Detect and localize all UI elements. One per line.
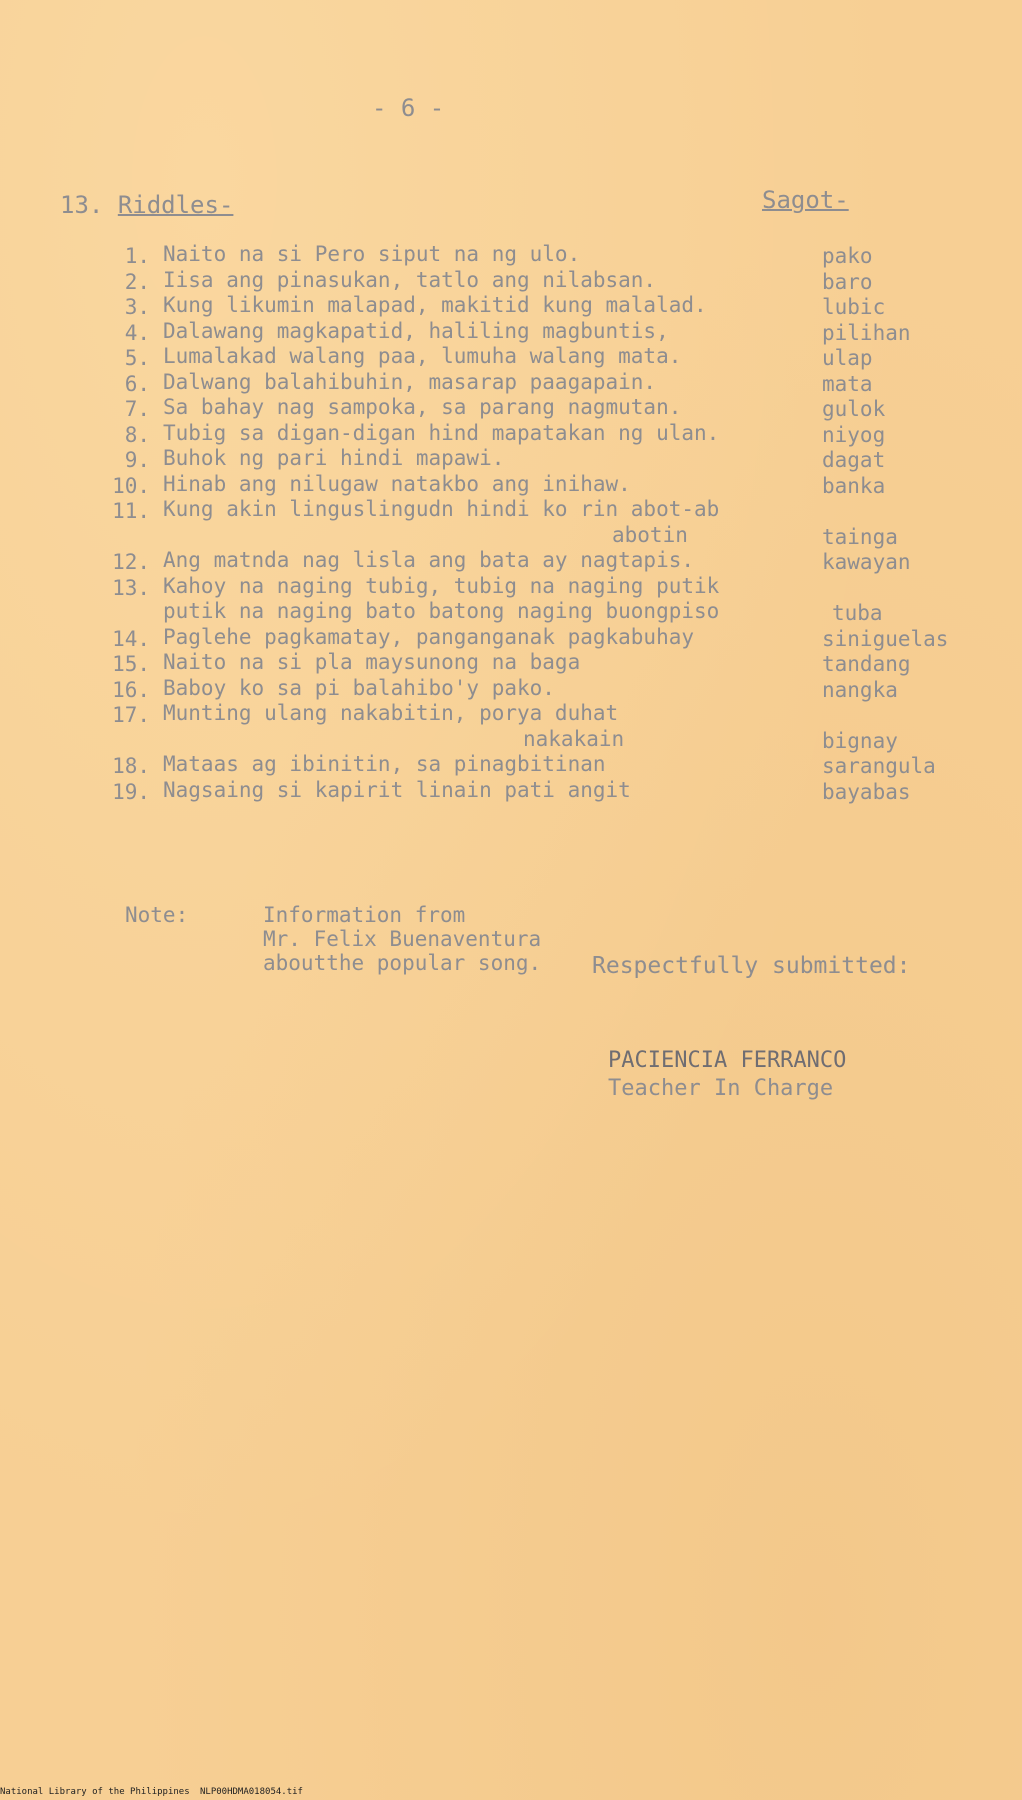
riddle-number: 11.: [112, 499, 150, 523]
closing-line: Respectfully submitted:: [592, 953, 911, 979]
section-title: Riddles-: [117, 191, 234, 219]
riddle-number: 16.: [112, 677, 150, 702]
riddle-text: Mataas ag ibinitin, sa pinagbitinan: [163, 752, 606, 776]
riddle-answer: mata: [822, 371, 873, 396]
riddle-answer: siniguelas: [822, 626, 949, 651]
footer-filename: NLP00HDMA018054.tif: [200, 1787, 303, 1797]
page-number: - 6 -: [372, 94, 445, 122]
riddle-answer: lubic: [822, 295, 886, 319]
riddle-answer: nangka: [822, 677, 898, 702]
riddle-answer: bayabas: [822, 779, 911, 804]
section-number: 13.: [60, 191, 104, 219]
section-heading: [60, 193, 233, 217]
riddle-text: Lumalakad walang paa, lumuha walang mata.: [163, 344, 682, 368]
riddle-text: Munting ulang nakabitin, porya duhat: [163, 701, 619, 725]
riddle-answer: niyog: [822, 422, 886, 447]
riddle-text: Tubig sa digan-digan hind mapatakan ng ulan.: [163, 420, 720, 445]
riddle-number: 18.: [112, 754, 150, 778]
riddle-number: 10.: [112, 473, 150, 498]
riddle-text: Nagsaing si kapirit linain pati angit: [163, 777, 631, 802]
riddle-text: Dalawang magkapatid, haliling magbuntis,: [163, 318, 669, 343]
riddle-answer: bignay: [822, 728, 898, 753]
riddle-text: Naito na si Pero siput na ng ulo.: [163, 242, 581, 266]
riddle-text: putik na naging bato batong naging buongpiso: [163, 599, 720, 623]
riddle-number: 2.: [124, 269, 150, 294]
riddle-text: Kahoy na naging tubig, tubig na naging putik: [163, 573, 720, 598]
riddle-number: 13.: [112, 575, 150, 600]
signer-title: Teacher In Charge: [608, 1076, 834, 1101]
footer-source: National Library of the Philippines: [0, 1787, 190, 1797]
riddle-answer: dagat: [822, 448, 886, 472]
riddle-number: 6.: [124, 371, 150, 396]
riddle-text: nakakain: [523, 726, 625, 751]
riddle-text: Kung akin linguslingudn hindi ko rin abot-ab: [163, 497, 720, 521]
signer-name: PACIENCIA FERRANCO: [608, 1048, 847, 1073]
riddle-answer: tuba: [832, 601, 883, 625]
note-line: Information from: [263, 903, 466, 927]
riddle-text: Iisa ang pinasukan, tatlo ang nilabsan.: [163, 267, 657, 292]
riddle-text: Baboy ko sa pi balahibo'y pako.: [163, 675, 555, 700]
riddle-text: Paglehe pagkamatay, panganganak pagkabuhay: [163, 624, 695, 649]
note-label: Note:: [125, 903, 189, 927]
riddle-number: 19.: [112, 779, 150, 804]
note-line: Mr. Felix Buenaventura: [263, 927, 542, 951]
riddle-text: Dalwang balahibuhin, masarap paagapain.: [163, 369, 657, 394]
riddle-number: 9.: [124, 448, 150, 472]
riddle-answer: tainga: [822, 524, 898, 549]
riddle-number: 12.: [112, 550, 150, 574]
answer-column-heading: Sagot-: [762, 186, 849, 214]
riddle-text: Naito na si pla maysunong na baga: [163, 650, 581, 674]
riddle-number: 3.: [124, 295, 150, 319]
riddle-answer: sarangula: [822, 754, 936, 778]
riddle-number: 17.: [112, 703, 150, 727]
riddle-text: Sa bahay nag sampoka, sa parang nagmutan.: [163, 395, 682, 419]
riddle-answer: banka: [822, 473, 886, 498]
riddle-text: Buhok ng pari hindi mapawi.: [163, 446, 505, 470]
riddle-answer: baro: [822, 269, 873, 294]
riddle-text: abotin: [612, 522, 688, 547]
riddle-number: 7.: [124, 397, 150, 421]
riddle-text: Kung likumin malapad, makitid kung malalad.: [163, 293, 707, 317]
riddle-text: Hinab ang nilugaw natakbo ang inihaw.: [163, 471, 631, 496]
riddle-answer: gulok: [822, 397, 886, 421]
riddle-answer: tandang: [822, 652, 911, 676]
riddle-answer: pilihan: [822, 320, 911, 345]
riddle-answer: ulap: [822, 346, 873, 370]
riddle-answer: pako: [822, 244, 873, 268]
riddle-text: Ang matnda nag lisla ang bata ay nagtapis.: [163, 548, 695, 572]
riddle-number: 1.: [124, 244, 150, 268]
riddle-answer: kawayan: [822, 550, 911, 574]
riddle-number: 15.: [112, 652, 150, 676]
riddle-number: 5.: [124, 346, 150, 370]
riddle-number: 8.: [124, 422, 150, 447]
note-line: aboutthe popular song.: [263, 951, 542, 975]
riddle-number: 14.: [112, 626, 150, 651]
riddle-number: 4.: [124, 320, 150, 345]
